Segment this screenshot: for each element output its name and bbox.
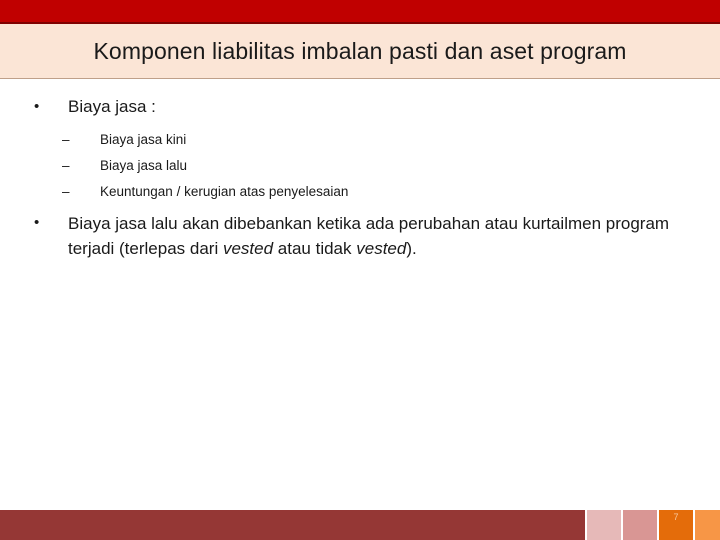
dash-icon: –: [62, 132, 70, 147]
dash-icon: –: [62, 184, 70, 199]
bullet-icon: •: [34, 214, 40, 231]
footer-square: [695, 510, 720, 540]
sub-list-item: [62, 127, 694, 153]
footer-square: [587, 510, 621, 540]
italic-term: vested: [222, 239, 274, 258]
bullet-item: [34, 95, 694, 119]
sub-item-text: Biaya jasa lalu: [100, 158, 188, 173]
italic-term: vested: [356, 239, 407, 258]
sub-list-item: [62, 179, 694, 205]
bullet-item: [34, 211, 694, 261]
title-band: [0, 24, 720, 79]
sub-item-text: Biaya jasa kini: [100, 132, 187, 147]
dash-icon: –: [62, 158, 70, 173]
sub-list: [62, 127, 694, 205]
slide-content: [34, 95, 694, 261]
slide-title: Komponen liabilitas imbalan pasti dan aset program: [93, 37, 627, 64]
sub-item-text: Keuntungan / kerugian atas penyelesaian: [100, 184, 349, 199]
bullet-text-part: Biaya jasa lalu akan dibebankan ketika ada perubahan atau kurtailmen program terjadi (terlepas dari: [68, 214, 670, 258]
bullet-icon: •: [34, 98, 40, 115]
bullet-text: [68, 211, 694, 261]
footer-square: [623, 510, 657, 540]
bullet-text: Biaya jasa :: [68, 97, 156, 116]
top-accent-bar: [0, 0, 720, 24]
bullet-text-part: ).: [406, 239, 417, 258]
footer-bar: [0, 510, 585, 540]
bullet-text-part: atau tidak: [273, 239, 357, 258]
page-number: 7: [673, 512, 679, 522]
sub-list-item: [62, 153, 694, 179]
